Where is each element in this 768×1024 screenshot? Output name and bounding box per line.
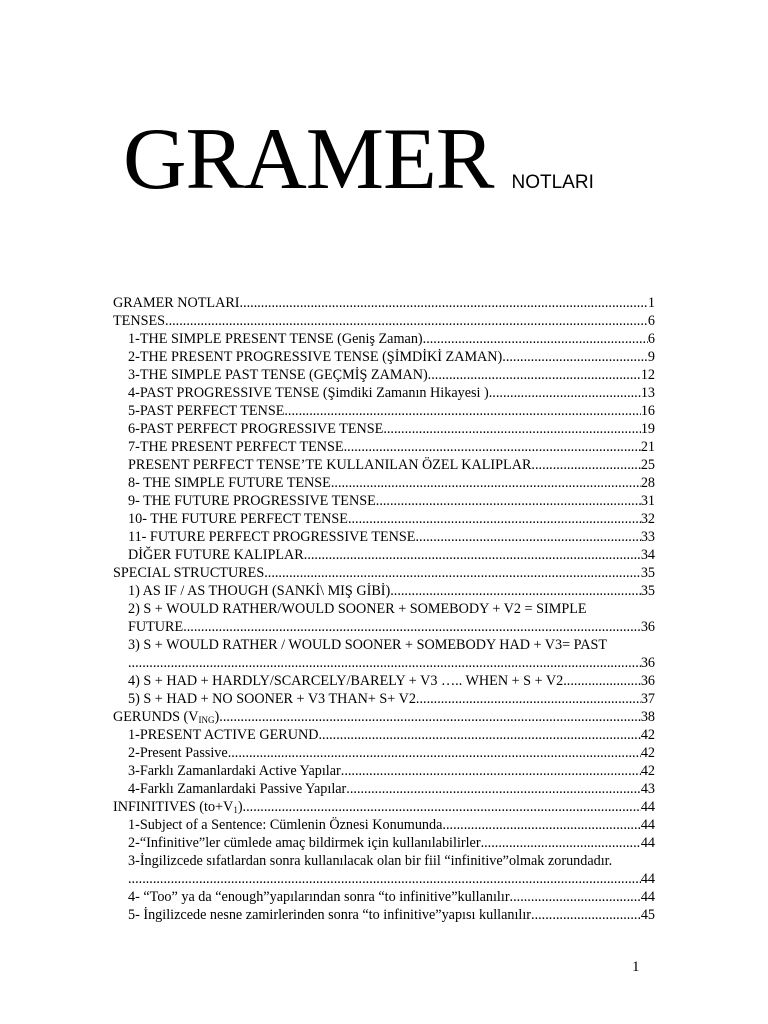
toc-entry-label: 8- THE SIMPLE FUTURE TENSE [128, 475, 331, 491]
toc-entry-label: 5- İngilizcede nesne zamirlerinden sonra “to infinitive”yapısı kullanılır [128, 907, 532, 923]
toc-entry-page: 43 [640, 781, 655, 797]
toc-entry-page: 42 [640, 763, 655, 779]
toc-entry-label: TENSES [113, 313, 166, 329]
toc-entry-page: 13 [640, 385, 655, 401]
toc-entry-page: 36 [640, 619, 655, 635]
toc-entry[interactable] [113, 294, 655, 312]
toc-entry[interactable] [113, 690, 655, 708]
toc-entry-page: 28 [640, 475, 655, 491]
toc-entry[interactable] [113, 798, 655, 816]
toc-entry[interactable] [113, 402, 655, 420]
toc-entry-page: 37 [640, 691, 655, 707]
toc-entry-page: 12 [640, 367, 655, 383]
toc-entry[interactable] [113, 564, 655, 582]
toc-entry-label: 2-Present Passive [128, 745, 228, 761]
toc-entry[interactable] [113, 762, 655, 780]
toc-entry-label: 4) S + HAD + HARDLY/SCARCELY/BARELY + V3 ….. WHEN + S + V2 [128, 673, 564, 689]
toc-entry-label: 3) S + WOULD RATHER / WOULD SOONER + SOMEBODY HAD + V3= PAST [128, 637, 608, 653]
toc-entry-page: 42 [640, 727, 655, 743]
toc-entry-page: 33 [640, 529, 655, 545]
toc-entry-page: 44 [640, 799, 655, 815]
toc-entry-label: 1-THE SIMPLE PRESENT TENSE (Geniş Zaman) [128, 331, 423, 347]
page-number: 1 [632, 959, 640, 975]
toc-entry-label: 5-PAST PERFECT TENSE [128, 403, 285, 419]
toc-entry-page: 44 [640, 835, 655, 851]
toc-entry-page: 1 [647, 295, 655, 311]
table-of-contents [113, 294, 655, 924]
toc-entry-label: GRAMER NOTLARI [113, 295, 240, 311]
toc-entry[interactable] [113, 906, 655, 924]
toc-entry[interactable] [113, 744, 655, 762]
toc-entry-page: 6 [647, 331, 655, 347]
toc-entry-label: 4-PAST PROGRESSIVE TENSE (Şimdiki Zamanın Hikayesi ) [128, 385, 489, 401]
toc-entry-page: 21 [640, 439, 655, 455]
title-sub: NOTLARI [511, 172, 594, 193]
toc-entry-label: 2-THE PRESENT PROGRESSIVE TENSE (ŞİMDİKİ ZAMAN) [128, 349, 503, 365]
toc-entry-label: GERUNDS (V [113, 709, 199, 725]
toc-entry-page: 36 [640, 655, 655, 671]
toc-entry-label: 1-PRESENT ACTIVE GERUND [128, 727, 319, 743]
toc-entry[interactable] [113, 852, 655, 888]
toc-entry[interactable] [113, 312, 655, 330]
toc-entry-page: 44 [640, 889, 655, 905]
toc-entry-page: 25 [640, 457, 655, 473]
toc-entry-label: 5) S + HAD + NO SOONER + V3 THAN+ S+ V2 [128, 691, 416, 707]
toc-entry[interactable] [113, 474, 655, 492]
toc-entry-page: 44 [640, 817, 655, 833]
toc-entry-page: 35 [640, 565, 655, 581]
toc-entry[interactable] [113, 546, 655, 564]
toc-entry[interactable] [113, 366, 655, 384]
toc-entry[interactable] [113, 582, 655, 600]
toc-entry-label: 11- FUTURE PERFECT PROGRESSIVE TENSE [128, 529, 416, 545]
toc-entry[interactable] [113, 330, 655, 348]
toc-entry[interactable] [113, 528, 655, 546]
toc-entry-page: 42 [640, 745, 655, 761]
toc-entry-page: 32 [640, 511, 655, 527]
toc-entry-label: 4- “Too” ya da “enough”yapılarından sonra “to infinitive”kullanılır [128, 889, 510, 905]
toc-entry-label-subscript: 1 [233, 805, 238, 815]
toc-entry-page: 35 [640, 583, 655, 599]
toc-entry-label: 2-“Infinitive”ler cümlede amaç bildirmek için kullanılabilirler [128, 835, 481, 851]
toc-entry-label: 1-Subject of a Sentence: Cümlenin Öznesi Konumunda [128, 817, 443, 833]
toc-entry[interactable] [113, 816, 655, 834]
toc-entry-label: 4-Farklı Zamanlardaki Passive Yapılar [128, 781, 347, 797]
toc-entry-page: 45 [640, 907, 655, 923]
toc-entry-label: 3-İngilizcede sıfatlardan sonra kullanılacak olan bir fiil “infinitive”olmak zorundadır. [128, 853, 613, 869]
toc-entry-label-continued: FUTURE [128, 619, 184, 635]
toc-entry[interactable] [113, 384, 655, 402]
toc-entry-label: 3-THE SIMPLE PAST TENSE (GEÇMİŞ ZAMAN) [128, 367, 428, 383]
toc-entry-label: 3-Farklı Zamanlardaki Active Yapılar [128, 763, 341, 779]
toc-entry-page: 6 [647, 313, 655, 329]
toc-entry-label: INFINITIVES (to+V [113, 799, 234, 815]
toc-entry[interactable] [113, 420, 655, 438]
toc-entry-page: 19 [640, 421, 655, 437]
toc-entry[interactable] [113, 636, 655, 672]
toc-entry[interactable] [113, 888, 655, 906]
toc-entry-label: 2) S + WOULD RATHER/WOULD SOONER + SOMEBODY + V2 = SIMPLE [128, 601, 587, 617]
toc-entry-label: 1) AS IF / AS THOUGH (SANKİ\ MIŞ GİBİ) [128, 583, 391, 599]
toc-entry[interactable] [113, 726, 655, 744]
toc-entry-page: 31 [640, 493, 655, 509]
toc-entry[interactable] [113, 348, 655, 366]
toc-entry-label: SPECIAL STRUCTURES [113, 565, 265, 581]
toc-entry-page: 16 [640, 403, 655, 419]
toc-entry-page: 34 [640, 547, 655, 563]
toc-entry[interactable] [113, 438, 655, 456]
document-title [123, 111, 594, 208]
toc-entry[interactable] [113, 834, 655, 852]
toc-entry-label: 6-PAST PERFECT PROGRESSIVE TENSE [128, 421, 384, 437]
toc-entry-label-after: ) [214, 709, 220, 725]
toc-entry-label: DİĞER FUTURE KALIPLAR [128, 547, 304, 563]
toc-entry[interactable] [113, 510, 655, 528]
toc-entry[interactable] [113, 780, 655, 798]
toc-entry-page: 38 [640, 709, 655, 725]
toc-entry[interactable] [113, 600, 655, 636]
toc-entry-page: 36 [640, 673, 655, 689]
toc-entry[interactable] [113, 708, 655, 726]
toc-entry-label: 7-THE PRESENT PERFECT TENSE [128, 439, 344, 455]
toc-entry-label: PRESENT PERFECT TENSE’TE KULLANILAN ÖZEL KALIPLAR [128, 457, 532, 473]
toc-entry-label-subscript: ING [198, 715, 215, 725]
toc-entry-label: 10- THE FUTURE PERFECT TENSE [128, 511, 348, 527]
toc-entry[interactable] [113, 492, 655, 510]
toc-entry-label-after: ) [237, 799, 243, 815]
toc-entry-page: 9 [647, 349, 655, 365]
toc-entry[interactable] [113, 672, 655, 690]
title-main: GRAMER [123, 111, 494, 208]
toc-entry[interactable] [113, 456, 655, 474]
toc-entry-page: 44 [640, 871, 655, 887]
toc-entry-label: 9- THE FUTURE PROGRESSIVE TENSE [128, 493, 376, 509]
